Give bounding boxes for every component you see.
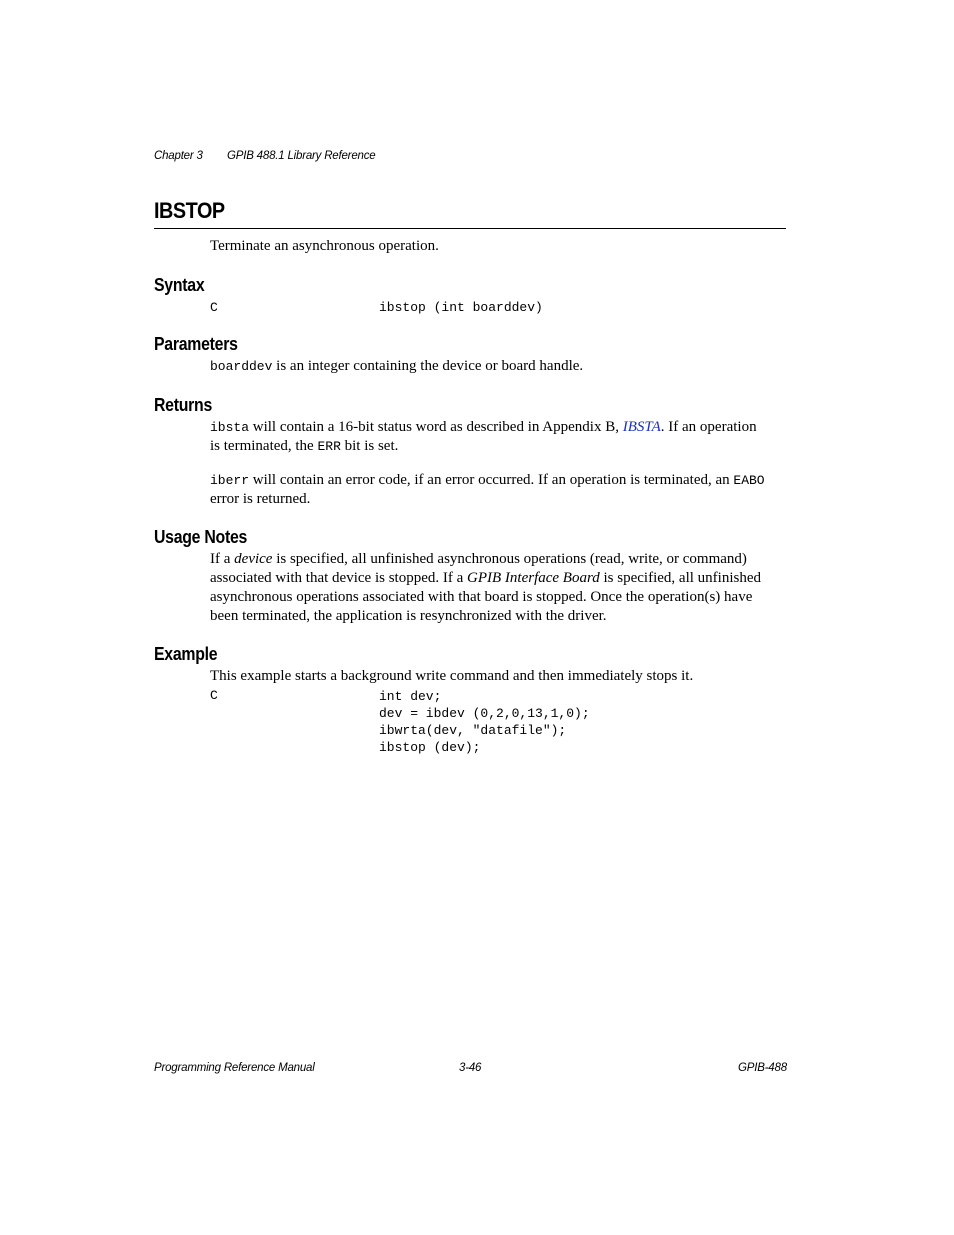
- code-line: ibwrta(dev, "datafile");: [379, 723, 567, 738]
- usage-notes-text: If a device is specified, all unfinished asynchronous operations (read, write, or command) associated with that device is stopped. If a GPIB Interface Board is specified, all unfinished asynchronous operations associated with that board is stopped. Once the operation(s) have been terminated, the application is resynchronized with the driver.: [210, 551, 761, 624]
- returns-paragraph-1: ibsta will contain a 16-bit status word as described in Appendix B, IBSTA. If an operation is terminated, the ERR bit is set.: [210, 419, 757, 454]
- returns-heading: Returns: [154, 395, 213, 415]
- code-line: int dev;: [379, 689, 442, 704]
- example-heading: Example: [154, 644, 218, 664]
- code-line: dev = ibdev (0,2,0,13,1,0);: [379, 706, 590, 721]
- returns-paragraph-2: iberr will contain an error code, if an error occurred. If an operation is terminated, an EABO error is returned.: [210, 472, 765, 507]
- example-code-block: [379, 688, 590, 756]
- parameters-heading: Parameters: [154, 334, 238, 354]
- header-section-title: GPIB 488.1 Library Reference: [227, 150, 376, 162]
- param-name: boarddev: [210, 359, 273, 374]
- header-chapter: Chapter 3: [154, 150, 203, 162]
- example-intro: This example starts a background write command and then immediately stops it.: [210, 668, 694, 684]
- page-title: IBSTOP: [154, 198, 225, 223]
- ibsta-link[interactable]: IBSTA: [622, 419, 661, 435]
- footer-page-number: 3-46: [459, 1062, 482, 1074]
- footer-product: GPIB-488: [738, 1062, 787, 1074]
- description: Terminate an asynchronous operation.: [210, 238, 439, 254]
- usage-notes-heading: Usage Notes: [154, 527, 248, 547]
- parameters-text: boarddev is an integer containing the device or board handle.: [210, 358, 584, 374]
- syntax-code: ibstop (int boarddev): [379, 300, 543, 315]
- example-lang: C: [210, 688, 218, 703]
- syntax-lang: C: [210, 300, 218, 315]
- syntax-heading: Syntax: [154, 275, 205, 295]
- title-rule: [154, 228, 786, 229]
- footer-manual-title: Programming Reference Manual: [154, 1062, 315, 1074]
- code-line: ibstop (dev);: [379, 740, 481, 755]
